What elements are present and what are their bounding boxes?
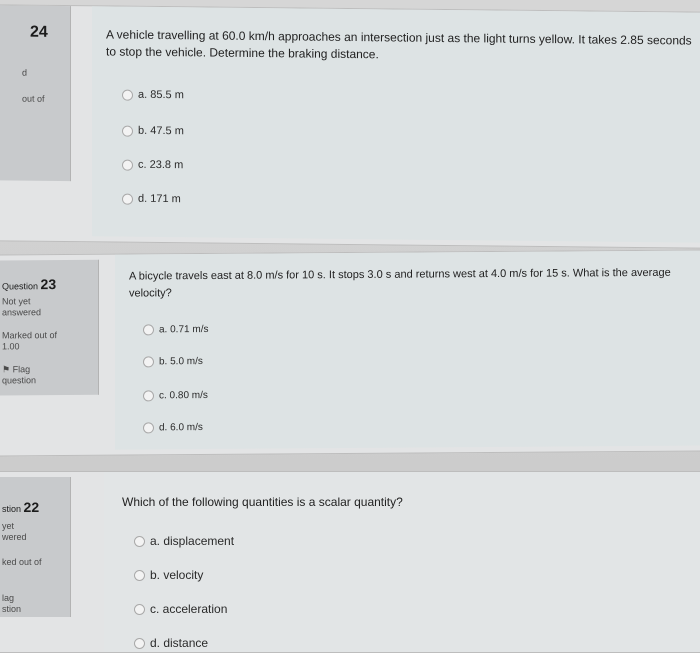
option-label: b. velocity [150, 568, 204, 582]
option-label: c. 0.80 m/s [159, 389, 208, 402]
answer-option[interactable] [122, 159, 183, 172]
radio-button[interactable] [122, 125, 133, 136]
option-label: d. 6.0 m/s [159, 422, 203, 434]
radio-button[interactable] [122, 193, 133, 204]
radio-button[interactable] [134, 536, 145, 547]
radio-button[interactable] [134, 570, 145, 581]
answer-option[interactable] [134, 534, 234, 548]
question-marks: ked out of [2, 557, 42, 567]
question-number: 24 [30, 23, 48, 41]
option-label: d. 171 m [138, 192, 181, 206]
question-text: Which of the following quantities is a scalar quantity? [122, 495, 403, 509]
question-marks: Marked out of 1.00 [2, 330, 58, 352]
option-label: b. 5.0 m/s [159, 356, 203, 368]
question-info-panel [0, 260, 99, 396]
option-label: b. 47.5 m [138, 124, 184, 138]
option-label: a. 0.71 m/s [159, 323, 209, 336]
question-label: Question [2, 281, 39, 292]
question-marks: out of [22, 93, 45, 104]
answer-option[interactable] [143, 390, 208, 401]
question-content [115, 251, 700, 450]
radio-button[interactable] [143, 422, 154, 433]
option-label: c. 23.8 m [138, 158, 184, 172]
question-card-23 [0, 250, 700, 457]
question-number: stion 22 [2, 499, 40, 515]
radio-button[interactable] [134, 604, 145, 615]
question-content [92, 6, 700, 242]
answer-option[interactable] [143, 356, 203, 367]
question-text: A bicycle travels east at 8.0 m/s for 10 s. It stops 3.0 s and returns west at 4.0 m/s for 15 s. What is the average velocity? [129, 266, 671, 300]
answer-option[interactable] [122, 125, 184, 138]
question-text: A vehicle travelling at 60.0 km/h approaches an intersection just as the light turns yellow. It takes 2.85 seconds to stop the vehicle. Determine the braking distance. [106, 27, 692, 62]
question-content [104, 472, 700, 652]
option-label: a. 85.5 m [138, 88, 184, 102]
answer-option[interactable] [122, 89, 184, 102]
question-card-24 [0, 4, 700, 248]
question-info-panel [0, 477, 71, 617]
flag-question-link[interactable]: lag stion [2, 593, 22, 614]
flag-icon: ⚑ [2, 364, 11, 375]
question-info-panel [0, 5, 71, 181]
answer-option[interactable] [134, 602, 227, 616]
radio-button[interactable] [143, 356, 154, 367]
option-label: a. displacement [150, 534, 235, 548]
option-label: d. distance [150, 636, 209, 650]
question-card-22 [0, 471, 700, 653]
question-label: stion [2, 504, 22, 514]
radio-button[interactable] [134, 638, 145, 649]
question-number: Question 23 [2, 276, 57, 293]
answer-option[interactable] [143, 422, 203, 433]
answer-option[interactable] [122, 193, 181, 206]
question-status: yet wered [2, 521, 27, 542]
answer-option[interactable] [143, 324, 208, 335]
flag-question-link[interactable]: ⚑ Flag question [2, 364, 37, 386]
radio-button[interactable] [143, 390, 154, 401]
answer-option[interactable] [134, 636, 208, 650]
radio-button[interactable] [122, 159, 133, 170]
question-status: d [22, 67, 28, 78]
radio-button[interactable] [143, 324, 154, 335]
option-label: c. acceleration [150, 602, 228, 616]
radio-button[interactable] [122, 89, 133, 100]
question-status: Not yet answered [2, 296, 42, 318]
answer-option[interactable] [134, 568, 203, 582]
